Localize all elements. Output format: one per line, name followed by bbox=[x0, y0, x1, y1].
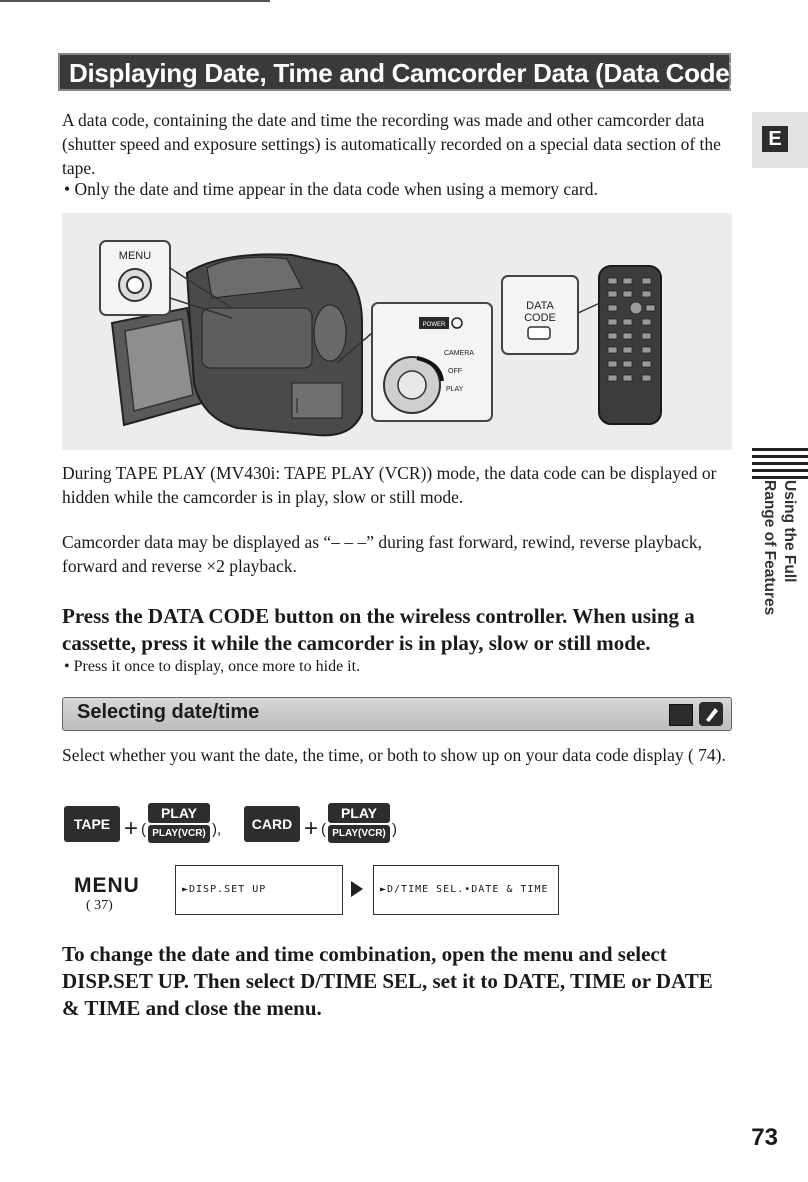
play-tag-1: PLAY bbox=[148, 803, 210, 823]
section-tab-letter: E bbox=[762, 126, 788, 152]
card-mode-icon bbox=[699, 702, 723, 726]
menu-page-ref: ( 37) bbox=[86, 898, 113, 913]
card-mode-tag: CARD bbox=[244, 806, 300, 842]
tape-mode-icon bbox=[669, 704, 693, 726]
plus-sign-2: + bbox=[304, 815, 319, 842]
close-paren-comma: ), bbox=[212, 821, 222, 838]
side-section-label bbox=[752, 480, 808, 620]
play-mode-label: PLAY bbox=[446, 386, 464, 393]
press-bullet: • Press it once to display, once more to hide it. bbox=[64, 658, 361, 675]
close-paren: ) bbox=[392, 821, 397, 838]
tape-mode-tag: TAPE bbox=[64, 806, 120, 842]
page-title: Displaying Date, Time and Camcorder Data (Data Code) bbox=[69, 58, 738, 88]
open-paren-2: ( bbox=[321, 821, 326, 838]
mode-row bbox=[62, 803, 562, 849]
page-title-bar bbox=[58, 53, 738, 91]
open-paren-1: ( bbox=[141, 821, 146, 838]
subsection-bar bbox=[62, 697, 732, 731]
side-rule-lines bbox=[752, 448, 808, 483]
camcorder-data-paragraph: Camcorder data may be displayed as “– – –” during fast forward, rewind, reverse playback, forward and reverse ×2 playback. bbox=[62, 532, 702, 576]
page-number: 73 bbox=[751, 1124, 778, 1151]
side-label-line-2: Range of Features bbox=[761, 480, 778, 616]
power-label: POWER bbox=[422, 322, 446, 328]
remote-controller-icon bbox=[599, 266, 661, 424]
camcorder-diagram bbox=[62, 213, 732, 450]
data-code-label-1: DATA bbox=[526, 300, 554, 312]
menu-arrow-icon bbox=[351, 881, 363, 897]
top-rule bbox=[0, 0, 270, 2]
play-vcr-tag-1: PLAY(VCR) bbox=[148, 825, 210, 843]
play-vcr-tag-2: PLAY(VCR) bbox=[328, 825, 390, 843]
plus-sign-1: + bbox=[124, 815, 139, 842]
camera-label: CAMERA bbox=[444, 350, 474, 357]
off-label: OFF bbox=[448, 368, 462, 375]
intro-paragraph: A data code, containing the date and time the recording was made and other camcorder data (shutter speed and exposure settings) is automatically recorded on a special data section of the tape. bbox=[62, 110, 721, 178]
subsection-title: Selecting date/time bbox=[77, 701, 260, 723]
dtime-sel-menu-text: ►D/TIME SEL.•DATE & TIME bbox=[380, 884, 549, 895]
intro-bullet: • Only the date and time appear in the data code when using a memory card. bbox=[64, 179, 598, 199]
lcd-screen-icon bbox=[112, 308, 202, 425]
press-instruction-heading: Press the DATA CODE button on the wireless controller. When using a cassette, press it while the camcorder is in play, slow or still mode. bbox=[62, 604, 695, 655]
menu-callout-label: MENU bbox=[118, 250, 152, 262]
menu-label: MENU bbox=[74, 874, 140, 897]
side-label-line-1: Using the Full bbox=[781, 480, 798, 583]
data-code-label-2: CODE bbox=[524, 312, 556, 324]
dtime-sel-menu-box bbox=[373, 865, 559, 915]
tape-play-paragraph: During TAPE PLAY (MV430i: TAPE PLAY (VCR)) mode, the data code can be displayed or hidden while the camcorder is in play, slow or still mode. bbox=[62, 463, 717, 507]
disp-setup-menu-text: ►DISP.SET UP bbox=[182, 884, 267, 895]
final-instruction-heading: To change the date and time combination, open the menu and select DISP.SET UP. Then select D/TIME SEL, set it to DATE, TIME or DATE & TIME and close the menu. bbox=[62, 942, 713, 1020]
section-tab bbox=[752, 112, 808, 168]
camcorder-body-icon bbox=[187, 254, 362, 435]
camcorder-illustration bbox=[62, 213, 732, 450]
play-tag-2: PLAY bbox=[328, 803, 390, 823]
select-paragraph: Select whether you want the date, the time, or both to show up on your data code display ( 74). bbox=[62, 745, 726, 765]
disp-setup-menu-box bbox=[175, 865, 343, 915]
